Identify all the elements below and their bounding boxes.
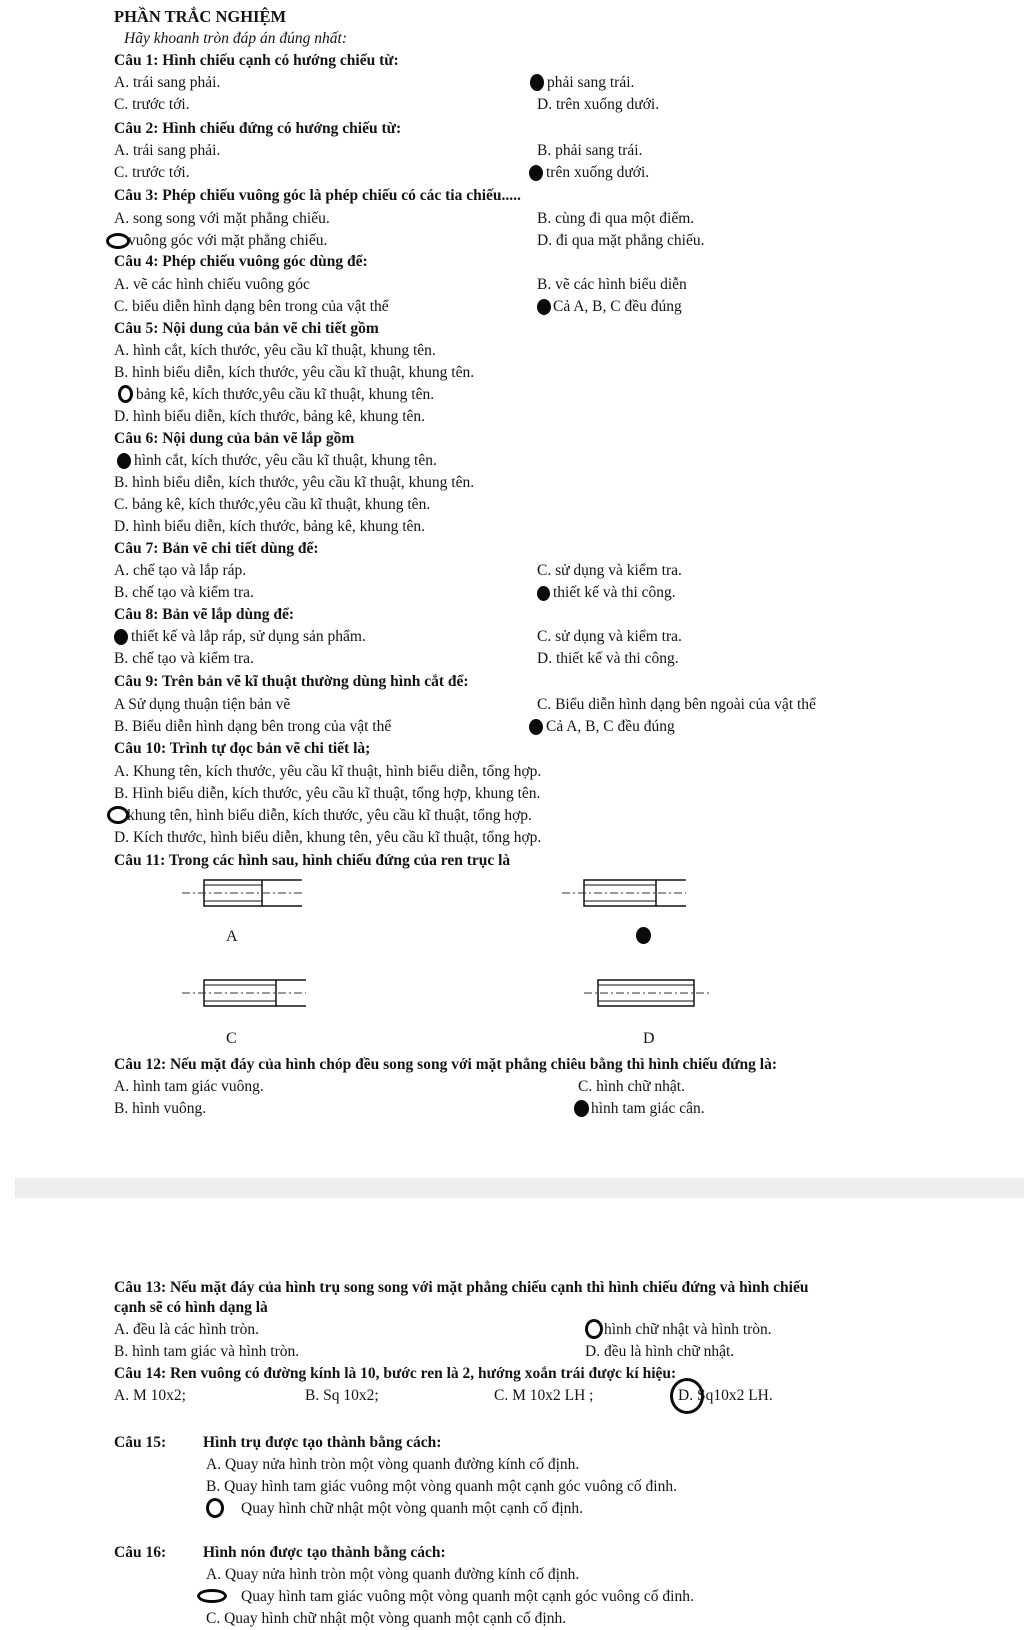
option-15a: A. Quay nửa hình tròn một vòng quanh đường kính cố định. xyxy=(206,1456,580,1473)
option-9b: B. Biểu diễn hình dạng bên trong của vật thể xyxy=(114,718,392,735)
answer-circle xyxy=(537,299,551,315)
option-5b: B. hình biểu diễn, kích thước, yêu cầu kĩ thuật, khung tên. xyxy=(114,364,475,381)
option-3a: A. song song với mặt phẳng chiếu. xyxy=(114,210,330,227)
answer-circle xyxy=(530,74,544,91)
option-12a: A. hình tam giác vuông. xyxy=(114,1078,264,1095)
option-7b: B. chế tạo và kiểm tra. xyxy=(114,584,254,601)
option-5c: bảng kê, kích thước,yêu cầu kĩ thuật, khung tên. xyxy=(136,386,435,403)
option-1b: phải sang trái. xyxy=(547,74,635,91)
question-4: Câu 4: Phép chiếu vuông góc dùng để: xyxy=(114,253,368,270)
option-7c: C. sử dụng và kiểm tra. xyxy=(537,562,682,579)
question-16: Câu 16: xyxy=(114,1544,167,1561)
option-2d: trên xuống dưới. xyxy=(546,164,650,181)
answer-circle xyxy=(107,806,129,824)
question-5: Câu 5: Nội dung của bản vẽ chi tiết gồm xyxy=(114,320,379,337)
option-9c: C. Biểu diễn hình dạng bên ngoài của vật thể xyxy=(537,696,816,713)
option-15c: Quay hình chữ nhật một vòng quanh một cạnh cố định. xyxy=(241,1500,584,1517)
page-separator xyxy=(15,1178,1024,1198)
option-10c: khung tên, hình biểu diễn, kích thước, yêu cầu kĩ thuật, tổng hợp. xyxy=(127,807,532,824)
worksheet-page-2 xyxy=(0,1198,1024,1630)
option-4d: Cả A, B, C đều đúng xyxy=(553,298,682,315)
option-4b: B. vẽ các hình biểu diễn xyxy=(537,276,687,293)
thread-drawing-a xyxy=(180,874,305,914)
option-15b: B. Quay hình tam giác vuông một vòng quanh một cạnh góc vuông cố đinh. xyxy=(206,1478,677,1495)
option-2b: B. phải sang trái. xyxy=(537,142,643,159)
option-7a: A. chế tạo và lắp ráp. xyxy=(114,562,247,579)
option-2a: A. trái sang phải. xyxy=(114,142,221,159)
option-3c: vuông góc với mặt phẳng chiếu. xyxy=(128,232,328,249)
option-13c: hình chữ nhật và hình tròn. xyxy=(604,1321,772,1338)
option-2c: C. trước tới. xyxy=(114,164,190,181)
question-9: Câu 9: Trên bản vẽ kĩ thuật thường dùng hình cắt để: xyxy=(114,673,469,690)
answer-circle xyxy=(529,165,543,181)
option-10a: A. Khung tên, kích thước, yêu cầu kĩ thuật, hình biểu diễn, tổng hợp. xyxy=(114,763,542,780)
section-title: PHẦN TRẮC NGHIỆM xyxy=(114,7,287,26)
question-10: Câu 10: Trình tự đọc bản vẽ chi tiết là; xyxy=(114,740,371,757)
option-5d: D. hình biểu diễn, kích thước, bảng kê, khung tên. xyxy=(114,408,426,425)
question-6: Câu 6: Nội dung của bản vẽ lắp gồm xyxy=(114,430,355,447)
thread-drawing-d xyxy=(584,974,714,1014)
option-1d: D. trên xuống dưới. xyxy=(537,96,660,113)
option-8d: D. thiết kế và thi công. xyxy=(537,650,679,667)
answer-circle xyxy=(529,719,543,735)
option-9d: Cả A, B, C đều đúng xyxy=(546,718,675,735)
question-2: Câu 2: Hình chiếu đứng có hướng chiếu từ: xyxy=(114,120,402,137)
option-1c: C. trước tới. xyxy=(114,96,190,113)
answer-circle xyxy=(106,233,130,249)
option-13b: B. hình tam giác và hình tròn. xyxy=(114,1343,300,1360)
question-3: Câu 3: Phép chiếu vuông góc là phép chiếu có các tia chiếu..... xyxy=(114,187,521,204)
answer-circle xyxy=(206,1498,224,1518)
option-7d: thiết kế và thi công. xyxy=(553,584,676,601)
option-6a: hình cắt, kích thước, yêu cầu kĩ thuật, khung tên. xyxy=(134,452,437,469)
label-d: D xyxy=(643,1030,655,1047)
option-16a: A. Quay nửa hình tròn một vòng quanh đường kính cố định. xyxy=(206,1566,580,1583)
option-14d: D. Sq10x2 LH. xyxy=(678,1387,773,1404)
answer-circle xyxy=(197,1589,227,1603)
question-1: Câu 1: Hình chiếu cạnh có hướng chiếu từ: xyxy=(114,52,399,69)
option-1a: A. trái sang phải. xyxy=(114,74,221,91)
option-14c: C. M 10x2 LH ; xyxy=(494,1387,594,1404)
option-6c: C. bảng kê, kích thước,yêu cầu kĩ thuật, khung tên. xyxy=(114,496,431,513)
answer-circle xyxy=(585,1319,603,1339)
option-4a: A. vẽ các hình chiếu vuông góc xyxy=(114,276,310,293)
option-14b: B. Sq 10x2; xyxy=(305,1387,379,1404)
option-8a: thiết kế và lắp ráp, sử dụng sản phẩm. xyxy=(131,628,366,645)
option-14a: A. M 10x2; xyxy=(114,1387,186,1404)
instruction: Hãy khoanh tròn đáp án đúng nhất: xyxy=(124,30,348,47)
option-6d: D. hình biểu diễn, kích thước, bảng kê, khung tên. xyxy=(114,518,426,535)
answer-circle xyxy=(114,629,128,645)
question-7: Câu 7: Bản vẽ chi tiết dùng để: xyxy=(114,540,319,557)
option-8c: C. sử dụng và kiểm tra. xyxy=(537,628,682,645)
answer-circle xyxy=(574,1100,589,1117)
thread-drawing-c xyxy=(180,974,310,1014)
question-12: Câu 12: Nếu mặt đáy của hình chóp đều song song với mặt phẳng chiêu bằng thì hình chiếu đứng là: xyxy=(114,1056,778,1073)
option-16b: Quay hình tam giác vuông một vòng quanh một cạnh góc vuông cố đinh. xyxy=(241,1588,694,1605)
question-14: Câu 14: Ren vuông có đường kính là 10, bước ren là 2, hướng xoắn trái được kí hiệu: xyxy=(114,1365,677,1382)
question-15: Câu 15: xyxy=(114,1434,167,1451)
option-12b: B. hình vuông. xyxy=(114,1100,207,1117)
thread-drawing-b xyxy=(560,874,690,914)
answer-circle xyxy=(537,586,550,601)
option-13a: A. đều là các hình tròn. xyxy=(114,1321,260,1338)
question-13: Câu 13: Nếu mặt đáy của hình trụ song song với mặt phẳng chiếu cạnh thì hình chiếu đứng và hình chiếu xyxy=(114,1279,809,1296)
option-9a: A Sử dụng thuận tiện bản vẽ xyxy=(114,696,291,713)
option-4c: C. biểu diễn hình dạng bên trong của vật thể xyxy=(114,298,389,315)
option-6b: B. hình biểu diễn, kích thước, yêu cầu kĩ thuật, khung tên. xyxy=(114,474,475,491)
option-8b: B. chế tạo và kiểm tra. xyxy=(114,650,254,667)
question-15-text: Hình trụ được tạo thành bằng cách: xyxy=(203,1434,442,1451)
option-12d: hình tam giác cân. xyxy=(591,1100,705,1117)
option-5a: A. hình cắt, kích thước, yêu cầu kĩ thuật, khung tên. xyxy=(114,342,436,359)
answer-circle xyxy=(636,927,651,944)
option-13d: D. đều là hình chữ nhật. xyxy=(585,1343,735,1360)
question-16-text: Hình nón được tạo thành bằng cách: xyxy=(203,1544,446,1561)
question-8: Câu 8: Bản vẽ lắp dùng để: xyxy=(114,606,295,623)
option-16c: C. Quay hình chữ nhật một vòng quanh một cạnh cố định. xyxy=(206,1610,567,1627)
question-11: Câu 11: Trong các hình sau, hình chiếu đứng của ren trục là xyxy=(114,852,511,869)
answer-circle xyxy=(117,453,131,469)
label-c: C xyxy=(226,1030,237,1047)
option-3d: D. đi qua mặt phẳng chiếu. xyxy=(537,232,705,249)
answer-circle xyxy=(118,385,133,403)
option-12c: C. hình chữ nhật. xyxy=(578,1078,685,1095)
option-10d: D. Kích thước, hình biểu diễn, khung tên, yêu cầu kĩ thuật, tổng hợp. xyxy=(114,829,542,846)
question-13-cont: cạnh sẽ có hình dạng là xyxy=(114,1299,268,1316)
option-10b: B. Hình biểu diễn, kích thước, yêu cầu kĩ thuật, tổng hợp, khung tên. xyxy=(114,785,541,802)
option-3b: B. cùng đi qua một điểm. xyxy=(537,210,695,227)
label-a: A xyxy=(226,928,238,945)
